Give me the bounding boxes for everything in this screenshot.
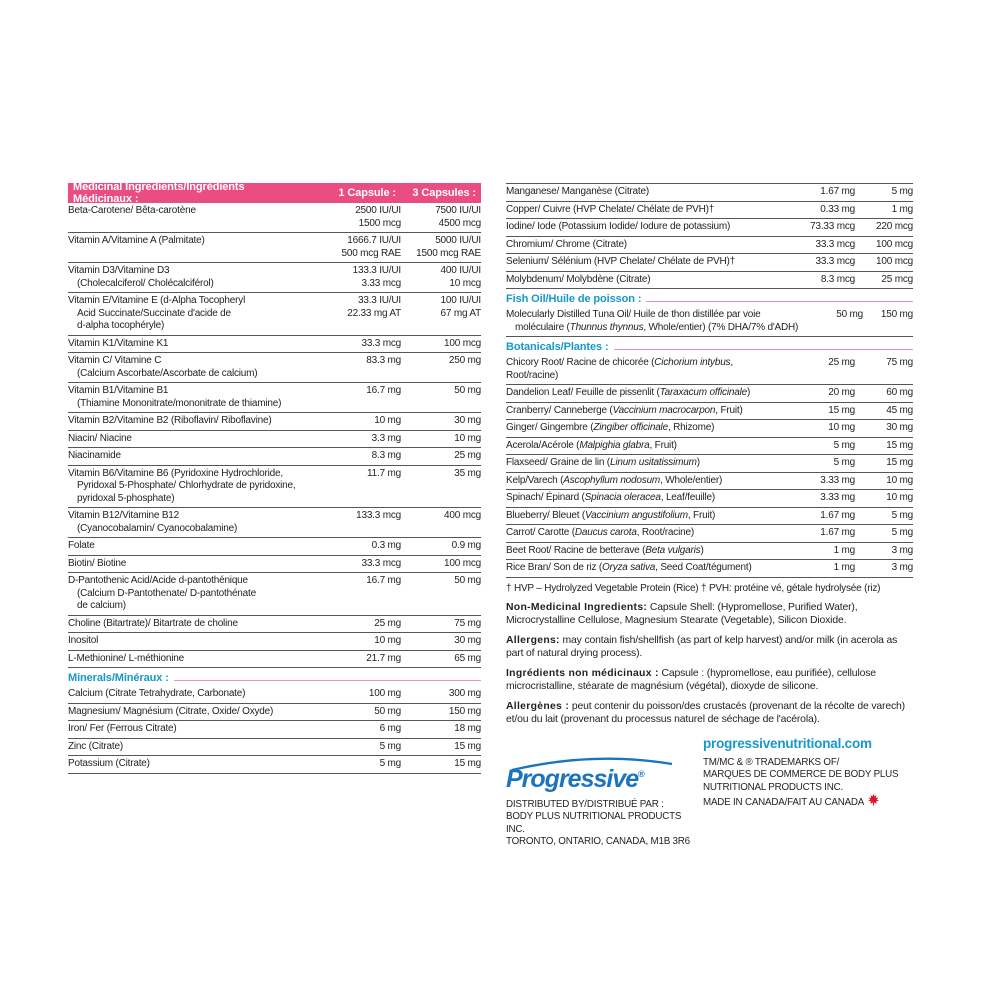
amount-3-capsules: 25 mcg (881, 273, 913, 285)
amount-3-capsules: 10 mg (454, 432, 481, 444)
ingredient-name: Vitamin B6/Vitamine B6 (Pyridoxine Hydrochloride, Pyridoxal 5-Phosphate/ Chlorhydrate de pyridoxine, pyridoxal 5-phosphate) (68, 467, 296, 504)
ingredient-name: Dandelion Leaf/ Feuille de pissenlit (Taraxacum officinale) (506, 387, 751, 398)
amount-1-capsule: 1666.7 IU/UI 500 mcg RAE (341, 235, 401, 259)
allergens-fr (506, 700, 913, 726)
amount-1-capsule: 133.3 IU/UI 3.33 mcg (352, 265, 401, 289)
made-in-canada-line (703, 794, 913, 810)
non-medicinal-text-fr: Capsule : (hypromellose, eau purifiée), cellulose microcristalline, stéarate de magnésium (végétal), dioxyde de silicone. (506, 667, 876, 692)
amount-3-capsules: 100 IU/UI 67 mg AT (440, 295, 481, 319)
trademark-block (703, 757, 913, 849)
website-url: progressivenutritional.com (703, 735, 872, 751)
ingredient-name: Copper/ Cuivre (HVP Chelate/ Chélate de PVH)† (506, 203, 715, 215)
hvp-footnote: † HVP – Hydrolyzed Vegetable Protein (Rice) † PVH: protéine vé, gétale hydrolysée (riz) (506, 582, 881, 594)
ingredient-name: Spinach/ Épinard (Spinacia oleracea, Leaf/feuille) (506, 492, 716, 503)
amount-1-capsule: 20 mg (828, 387, 855, 398)
table-row (506, 237, 913, 255)
trademark-line-1: TM/MC & ® TRADEMARKS OF/ (703, 756, 840, 768)
amount-1-capsule: 16.7 mg (366, 575, 401, 586)
table-row (506, 355, 913, 385)
ingredient-name: Calcium (Citrate Tetrahydrate, Carbonate) (68, 688, 246, 699)
table-row (68, 556, 481, 574)
ingredient-name: L-Methionine/ L-méthionine (68, 652, 184, 664)
ingredient-name: Vitamin B12/Vitamine B12 (Cyanocobalamin/ Cyanocobalamine) (68, 510, 238, 534)
amount-3-capsules: 45 mg (886, 404, 913, 416)
amount-3-capsules: 100 mcg (876, 238, 913, 250)
ingredient-name: Cranberry/ Canneberge (Vaccinium macrocarpon, Fruit) (506, 404, 743, 416)
made-in-canada-text: MADE IN CANADA/FAIT AU CANADA (703, 797, 865, 808)
table-row (68, 431, 481, 449)
amount-1-capsule: 8.3 mg (371, 450, 401, 461)
amount-3-capsules: 18 mg (454, 723, 481, 734)
amount-3-capsules: 75 mg (886, 357, 913, 368)
ingredient-name: Flaxseed/ Graine de lin (Linum usitatissimum) (506, 457, 700, 468)
distributor-block (506, 753, 699, 849)
table-row (506, 455, 913, 473)
ingredient-name: Folate (68, 540, 95, 551)
fish-oil-table (506, 307, 913, 337)
amount-1-capsule: 5 mg (379, 758, 401, 769)
ingredient-name: Niacin/ Niacine (68, 432, 132, 444)
header-col-3-capsules: 3 Capsules : (412, 187, 476, 199)
amount-1-capsule: 50 mg (836, 309, 863, 320)
pink-rule (614, 349, 913, 350)
table-row (68, 704, 481, 722)
allergens-label-fr: Allergènes : (506, 700, 570, 712)
amount-3-capsules: 30 mg (886, 422, 913, 433)
table-row (68, 263, 481, 293)
amount-1-capsule: 1.67 mg (820, 527, 855, 538)
amount-1-capsule: 10 mg (374, 635, 401, 646)
trademark-line-2: MARQUES DE COMMERCE DE BODY PLUS (703, 769, 899, 780)
non-medicinal-label-en: Non-Medicinal Ingredients: (506, 601, 648, 613)
amount-1-capsule: 2500 IU/UI 1500 mcg (355, 205, 401, 229)
non-medicinal-label-fr: Ingrédients non médicinaux : (506, 667, 659, 679)
ingredient-name: Beta-Carotene/ Bêta-carotène (68, 205, 196, 216)
amount-3-capsules: 50 mg (454, 575, 481, 586)
ingredient-name: Iron/ Fer (Ferrous Citrate) (68, 723, 177, 734)
logo-text: Progressive (506, 764, 639, 793)
amount-3-capsules: 60 mg (886, 387, 913, 398)
progressive-logo (506, 765, 676, 794)
fish-oil-heading-label: Fish Oil/Huile de poisson : (506, 293, 642, 305)
amount-1-capsule: 5 mg (833, 439, 855, 451)
minerals-heading-label: Minerals/Minéraux : (68, 672, 169, 684)
table-row (506, 420, 913, 438)
amount-3-capsules: 30 mg (454, 635, 481, 646)
table-row (68, 616, 481, 634)
table-row (68, 448, 481, 466)
amount-3-capsules: 15 mg (454, 758, 481, 769)
amount-3-capsules: 300 mg (448, 688, 481, 699)
ingredient-name: Molybdenum/ Molybdène (Citrate) (506, 273, 651, 285)
table-row (68, 739, 481, 757)
ingredient-name: D-Pantothenic Acid/Acide d-pantothénique (Calcium D-Pantothenate/ D-pantothénate de calcium) (68, 575, 256, 611)
amount-3-capsules: 15 mg (454, 740, 481, 752)
botanicals-heading-label: Botanicals/Plantes : (506, 341, 609, 353)
amount-1-capsule: 73.33 mcg (810, 221, 855, 232)
amount-1-capsule: 21.7 mg (366, 652, 401, 664)
amount-1-capsule: 5 mg (379, 740, 401, 752)
amount-3-capsules: 10 mg (886, 474, 913, 486)
table-row (68, 293, 481, 336)
amount-3-capsules: 65 mg (454, 652, 481, 664)
header-title: Medicinal Ingredients/Ingrédients Médicinaux : (73, 181, 245, 205)
ingredient-name: Vitamin A/Vitamine A (Palmitate) (68, 235, 205, 246)
registered-mark: ® (638, 768, 645, 779)
ingredient-name: Potassium (Citrate) (68, 758, 150, 769)
ingredient-name: Chromium/ Chrome (Citrate) (506, 238, 627, 250)
table-row (506, 473, 913, 491)
trademark-line-3: NUTRITIONAL PRODUCTS INC. (703, 781, 843, 793)
amount-3-capsules: 100 mcg (876, 256, 913, 267)
table-row (506, 438, 913, 456)
table-row (506, 219, 913, 237)
amount-1-capsule: 33.3 mcg (815, 238, 855, 250)
city-postal-line: TORONTO, ONTARIO, CANADA, M1B 3R6 (506, 836, 690, 847)
pink-rule (174, 680, 481, 681)
table-row (506, 403, 913, 421)
table-row (68, 336, 481, 354)
medicinal-ingredients-header (68, 183, 481, 203)
amount-3-capsules: 250 mg (448, 355, 481, 366)
amount-1-capsule: 50 mg (374, 705, 401, 717)
amount-3-capsules: 1 mg (891, 203, 913, 215)
amount-1-capsule: 3.3 mg (371, 432, 401, 444)
amount-1-capsule: 1 mg (833, 544, 855, 556)
ingredient-name: Vitamin C/ Vitamine C (Calcium Ascorbate/Ascorbate de calcium) (68, 355, 258, 379)
amount-1-capsule: 25 mg (828, 357, 855, 368)
amount-3-capsules: 400 mcg (444, 510, 481, 521)
amount-3-capsules: 150 mg (880, 309, 913, 320)
amount-3-capsules: 50 mg (454, 385, 481, 396)
vitamins-table (68, 203, 481, 668)
logo-swoosh-icon (508, 756, 676, 772)
ingredient-name: Beet Root/ Racine de betterave (Beta vulgaris) (506, 544, 704, 556)
right-column (506, 183, 913, 849)
amount-1-capsule: 33.3 mcg (815, 256, 855, 267)
table-row (506, 385, 913, 403)
non-medicinal-ingredients-en (506, 601, 913, 627)
ingredient-name: Vitamin E/Vitamine E (d-Alpha Tocopheryl Acid Succinate/Succinate d'acide de d-alpha tocophéryle) (68, 295, 246, 331)
left-column (68, 183, 481, 849)
table-row (68, 203, 481, 233)
amount-3-capsules: 400 IU/UI 10 mcg (440, 265, 481, 289)
table-row (68, 233, 481, 263)
amount-3-capsules: 7500 IU/UI 4500 mcg (435, 205, 481, 229)
amount-1-capsule: 6 mg (379, 723, 401, 734)
table-row (68, 353, 481, 383)
ingredient-name: Carrot/ Carotte (Daucus carota, Root/racine) (506, 527, 694, 538)
ingredient-name: Vitamin B2/Vitamine B2 (Riboflavin/ Riboflavine) (68, 415, 272, 426)
amount-1-capsule: 0.3 mg (371, 540, 401, 551)
company-name-line: BODY PLUS NUTRITIONAL PRODUCTS INC. (506, 811, 682, 835)
amount-1-capsule: 3.33 mg (820, 492, 855, 503)
section-heading-minerals (68, 672, 481, 684)
ingredient-name: Ginger/ Gingembre (Zingiber officinale, Rhizome) (506, 422, 715, 433)
ingredient-name: Biotin/ Biotine (68, 557, 127, 569)
table-row (68, 466, 481, 509)
maple-leaf-icon (867, 794, 880, 807)
table-row (68, 413, 481, 431)
allergens-text-fr: peut contenir du poisson/des crustacés (provenant de la récolte de varech) et/ou du lait (provenant du processus naturel de séchage de l'acérola). (506, 700, 905, 725)
ingredient-name: Selenium/ Sélénium (HVP Chelate/ Chélate de PVH)† (506, 256, 736, 267)
amount-3-capsules: 5 mg (891, 186, 913, 197)
amount-3-capsules: 0.9 mg (451, 540, 481, 551)
non-medicinal-text-en: Capsule Shell: (Hypromellose, Purified Water), Microcrystalline Cellulose, Magnesium Stearate (Vegetable), Silicon Dioxide. (506, 601, 858, 626)
amount-3-capsules: 10 mg (886, 492, 913, 503)
ingredient-name: Manganese/ Manganèse (Citrate) (506, 186, 649, 197)
ingredient-name: Kelp/Varech (Ascophyllum nodosum, Whole/entier) (506, 474, 723, 486)
botanicals-table (506, 355, 913, 578)
non-medicinal-ingredients-fr (506, 667, 913, 693)
amount-1-capsule: 16.7 mg (366, 385, 401, 396)
table-row (506, 272, 913, 290)
amount-1-capsule: 0.33 mg (820, 203, 855, 215)
ingredient-name: Vitamin K1/Vitamine K1 (68, 337, 169, 349)
amount-1-capsule: 1 mg (833, 562, 855, 573)
amount-1-capsule: 8.3 mcg (820, 273, 855, 285)
table-row (506, 560, 913, 578)
amount-1-capsule: 1.67 mg (820, 509, 855, 521)
table-row (68, 383, 481, 413)
table-row (506, 184, 913, 202)
footer (506, 753, 913, 849)
table-row (68, 721, 481, 739)
section-heading-fish-oil (506, 293, 913, 305)
allergens-text-en: may contain fish/shellfish (as part of kelp harvest) and/or milk (in acerola as part of natural drying process). (506, 634, 898, 659)
amount-1-capsule: 5 mg (833, 457, 855, 468)
amount-1-capsule: 10 mg (828, 422, 855, 433)
amount-1-capsule: 15 mg (828, 404, 855, 416)
amount-3-capsules: 3 mg (891, 544, 913, 556)
ingredient-name: Vitamin D3/Vitamine D3 (Cholecalciferol/ Cholécalciférol) (68, 265, 214, 289)
amount-1-capsule: 10 mg (374, 415, 401, 426)
amount-3-capsules: 5 mg (891, 509, 913, 521)
amount-3-capsules: 100 mcg (444, 337, 481, 349)
ingredient-name: Inositol (68, 635, 99, 646)
amount-3-capsules: 75 mg (454, 617, 481, 629)
table-row (506, 254, 913, 272)
table-row (68, 508, 481, 538)
amount-1-capsule: 33.3 IU/UI 22.33 mg AT (347, 295, 401, 319)
minerals-table-left (68, 686, 481, 774)
amount-3-capsules: 3 mg (891, 562, 913, 573)
ingredient-name: Choline (Bitartrate)/ Bitartrate de choline (68, 617, 238, 629)
supplement-label (68, 183, 913, 849)
ingredient-name: Blueberry/ Bleuet (Vaccinium angustifolium, Fruit) (506, 509, 716, 521)
amount-3-capsules: 25 mg (454, 450, 481, 461)
ingredient-name: Vitamin B1/Vitamine B1 (Thiamine Mononitrate/mononitrate de thiamine) (68, 385, 282, 409)
table-row (506, 202, 913, 220)
allergens-en (506, 634, 913, 660)
amount-3-capsules: 30 mg (454, 415, 481, 426)
amount-3-capsules: 150 mg (448, 705, 481, 717)
ingredient-name: Molecularly Distilled Tuna Oil/ Huile de thon distillée par voie moléculaire (Thunnus thynnus, Whole/entier) (7% DHA/7% d'ADH) (506, 309, 799, 333)
ingredient-name: Acerola/Acérole (Malpighia glabra, Fruit) (506, 439, 677, 451)
distributed-by-line: DISTRIBUTED BY/DISTRIBUÉ PAR : (506, 798, 664, 810)
table-row (68, 573, 481, 616)
amount-1-capsule: 3.33 mg (820, 474, 855, 486)
minerals-table-right (506, 183, 913, 289)
ingredient-name: Zinc (Citrate) (68, 740, 123, 752)
amount-3-capsules: 35 mg (454, 467, 481, 479)
pink-rule (646, 301, 913, 302)
table-row (68, 756, 481, 774)
table-row (506, 525, 913, 543)
ingredient-name: Rice Bran/ Son de riz (Oryza sativa, Seed Coat/tégument) (506, 562, 752, 573)
amount-1-capsule: 33.3 mcg (361, 557, 401, 569)
amount-3-capsules: 5 mg (891, 527, 913, 538)
table-row (506, 508, 913, 526)
table-row (506, 490, 913, 508)
ingredient-name: Niacinamide (68, 450, 121, 461)
amount-1-capsule: 11.7 mg (367, 467, 401, 479)
allergens-label-en: Allergens: (506, 634, 560, 646)
amount-1-capsule: 83.3 mg (366, 355, 401, 366)
amount-3-capsules: 5000 IU/UI 1500 mcg RAE (416, 235, 481, 259)
amount-3-capsules: 15 mg (886, 457, 913, 468)
table-row (68, 633, 481, 651)
amount-1-capsule: 133.3 mcg (356, 510, 401, 521)
amount-3-capsules: 15 mg (886, 439, 913, 451)
ingredient-name: Magnesium/ Magnésium (Citrate, Oxide/ Oxyde) (68, 705, 274, 717)
table-row (68, 538, 481, 556)
table-row (506, 543, 913, 561)
header-col-1-capsule: 1 Capsule : (338, 187, 396, 199)
amount-1-capsule: 33.3 mcg (361, 337, 401, 349)
amount-3-capsules: 220 mcg (876, 221, 913, 232)
table-row (68, 686, 481, 704)
distributor-address (506, 799, 699, 849)
amount-1-capsule: 100 mg (368, 688, 401, 699)
section-heading-botanicals (506, 341, 913, 353)
ingredient-name: Iodine/ Iode (Potassium Iodide/ Iodure de potassium) (506, 221, 731, 232)
amount-1-capsule: 1.67 mg (820, 186, 855, 197)
amount-3-capsules: 100 mcg (444, 557, 481, 569)
amount-1-capsule: 25 mg (374, 617, 401, 629)
table-row (68, 651, 481, 669)
ingredient-name: Chicory Root/ Racine de chicorée (Cichorium intybus, Root/racine) (506, 357, 733, 381)
table-row (506, 307, 913, 337)
